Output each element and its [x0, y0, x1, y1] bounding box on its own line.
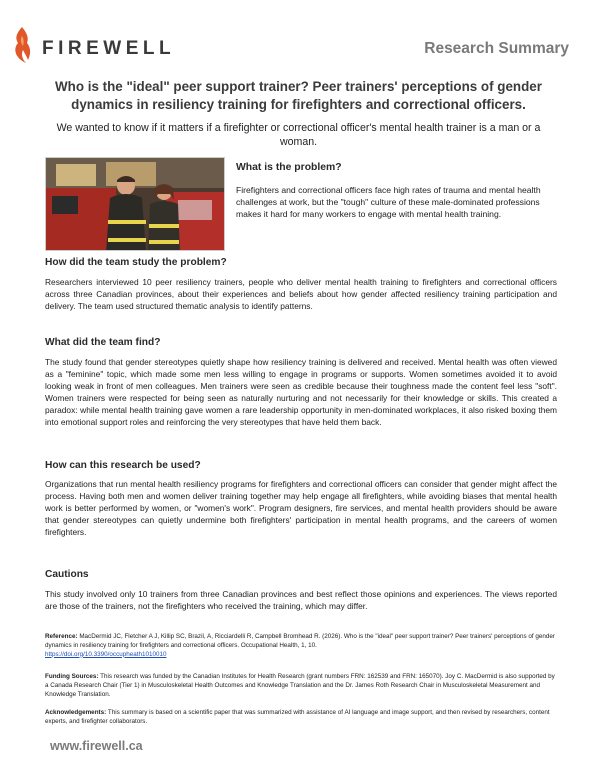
header — [12, 26, 587, 66]
cautions-heading: Cautions — [45, 569, 89, 580]
funding-label: Funding Sources: — [45, 673, 99, 680]
footer-website-link[interactable]: www.firewell.ca — [50, 739, 143, 753]
study-body: Researchers interviewed 10 peer resiliency trainers, people who deliver mental health training to firefighters and correctional officers across three Canadian provinces, about their experiences and beliefs about how gender affected resiliency training participation and delivery. The team used structured thematic analysis to identify patterns. — [45, 277, 557, 312]
findings-heading: What did the team find? — [45, 337, 161, 348]
brand-name: FIREWELL — [42, 38, 176, 59]
firefighters-image — [46, 158, 225, 251]
funding-sources — [45, 673, 557, 699]
problem-heading: What is the problem? — [236, 162, 342, 173]
acknowledgements-label: Acknowledgements: — [45, 709, 107, 716]
flame-logo-icon — [12, 26, 32, 64]
reference-doi-link[interactable]: https://doi.org/10.3390/occupheath1010010 — [45, 650, 167, 658]
reference — [45, 633, 557, 659]
acknowledgements-text: This summary is based on a scientific paper that was summarized with assistance of AI language and image support, and then revised by researchers, content experts, and firefighter collaborators. — [45, 709, 550, 725]
study-heading: How did the team study the problem? — [45, 257, 227, 268]
usage-body: Organizations that run mental health resiliency programs for firefighters and correctional officers can consider that gender might affect the process. Having both men and women deliver training together may help engage all firefighters, while avoiding biases that mental health work is better performed by women, or "women's work". Program designers, fire services, and mental health providers should be aware that gender stereotypes can quietly undermine both firefighters' participation in mental health programs, and the careers of women firefighters. — [45, 479, 557, 538]
reference-text: MacDermid JC, Fletcher A J, Killip SC, Brazil, A, Ricciardelli R, Campbell Bromhead R. (2026). Who is the "ideal" peer support trainer? Peer trainers' perceptions of gender dynamics in resiliency training for firefighters and correctional officers. Occupational Health, 1, 10. — [45, 633, 556, 649]
document-type: Research Summary — [424, 40, 569, 57]
page-subtitle: We wanted to know if it matters if a firefighter or correctional officer's mental health trainer is a man or a woman. — [56, 122, 541, 148]
cautions-body: This study involved only 10 trainers from three Canadian provinces and best reflect those opinions and experiences. The views reported are those of the trainers, not the firefighters who received the training, which may differ. — [45, 589, 557, 612]
usage-heading: How can this research be used? — [45, 460, 201, 471]
findings-body: The study found that gender stereotypes quietly shape how resiliency training is delivered and received. Mental health was often viewed as a "feminine" topic, which made some men less willing to engage in programs or supports. Women sometimes avoided it to avoid looking weak in front of men colleagues. Men trainers were seen as credible because their toughness made the content feel less "soft". Women trainers were respected for being seen as naturally nurturing and not necessarily for their knowledge or skills. This created a paradox: while mental health training gave women a rare leadership opportunity in men-dominated workplaces, it also risked boxing them into emotional support roles and reinforcing the very stereotypes that have held them back. — [45, 357, 557, 428]
reference-label: Reference: — [45, 633, 78, 640]
firefighters-illustration — [45, 157, 225, 251]
funding-text: This research was funded by the Canadian Institutes for Health Research (grant numbers FRN: 162539 and FRN: 165070). Joy C. MacDermid is also supported by a Canada Research Chair (Tier 1) in Musculoskeletal Health Outcomes and Knowledge Translation and the Dr. James Roth Research Chair in Musculoskeletal Measurement and Knowledge Translation. — [45, 673, 555, 698]
page-title: Who is the "ideal" peer support trainer? Peer trainers' perceptions of gender dynamics in resiliency training for firefighters and correctional officers. — [55, 79, 542, 112]
acknowledgements — [45, 709, 557, 727]
problem-body: Firefighters and correctional officers face high rates of trauma and mental health challenges at work, but the "tough" culture of these male-dominated professions makes it hard for many workers to engage with mental health training. — [236, 185, 541, 220]
